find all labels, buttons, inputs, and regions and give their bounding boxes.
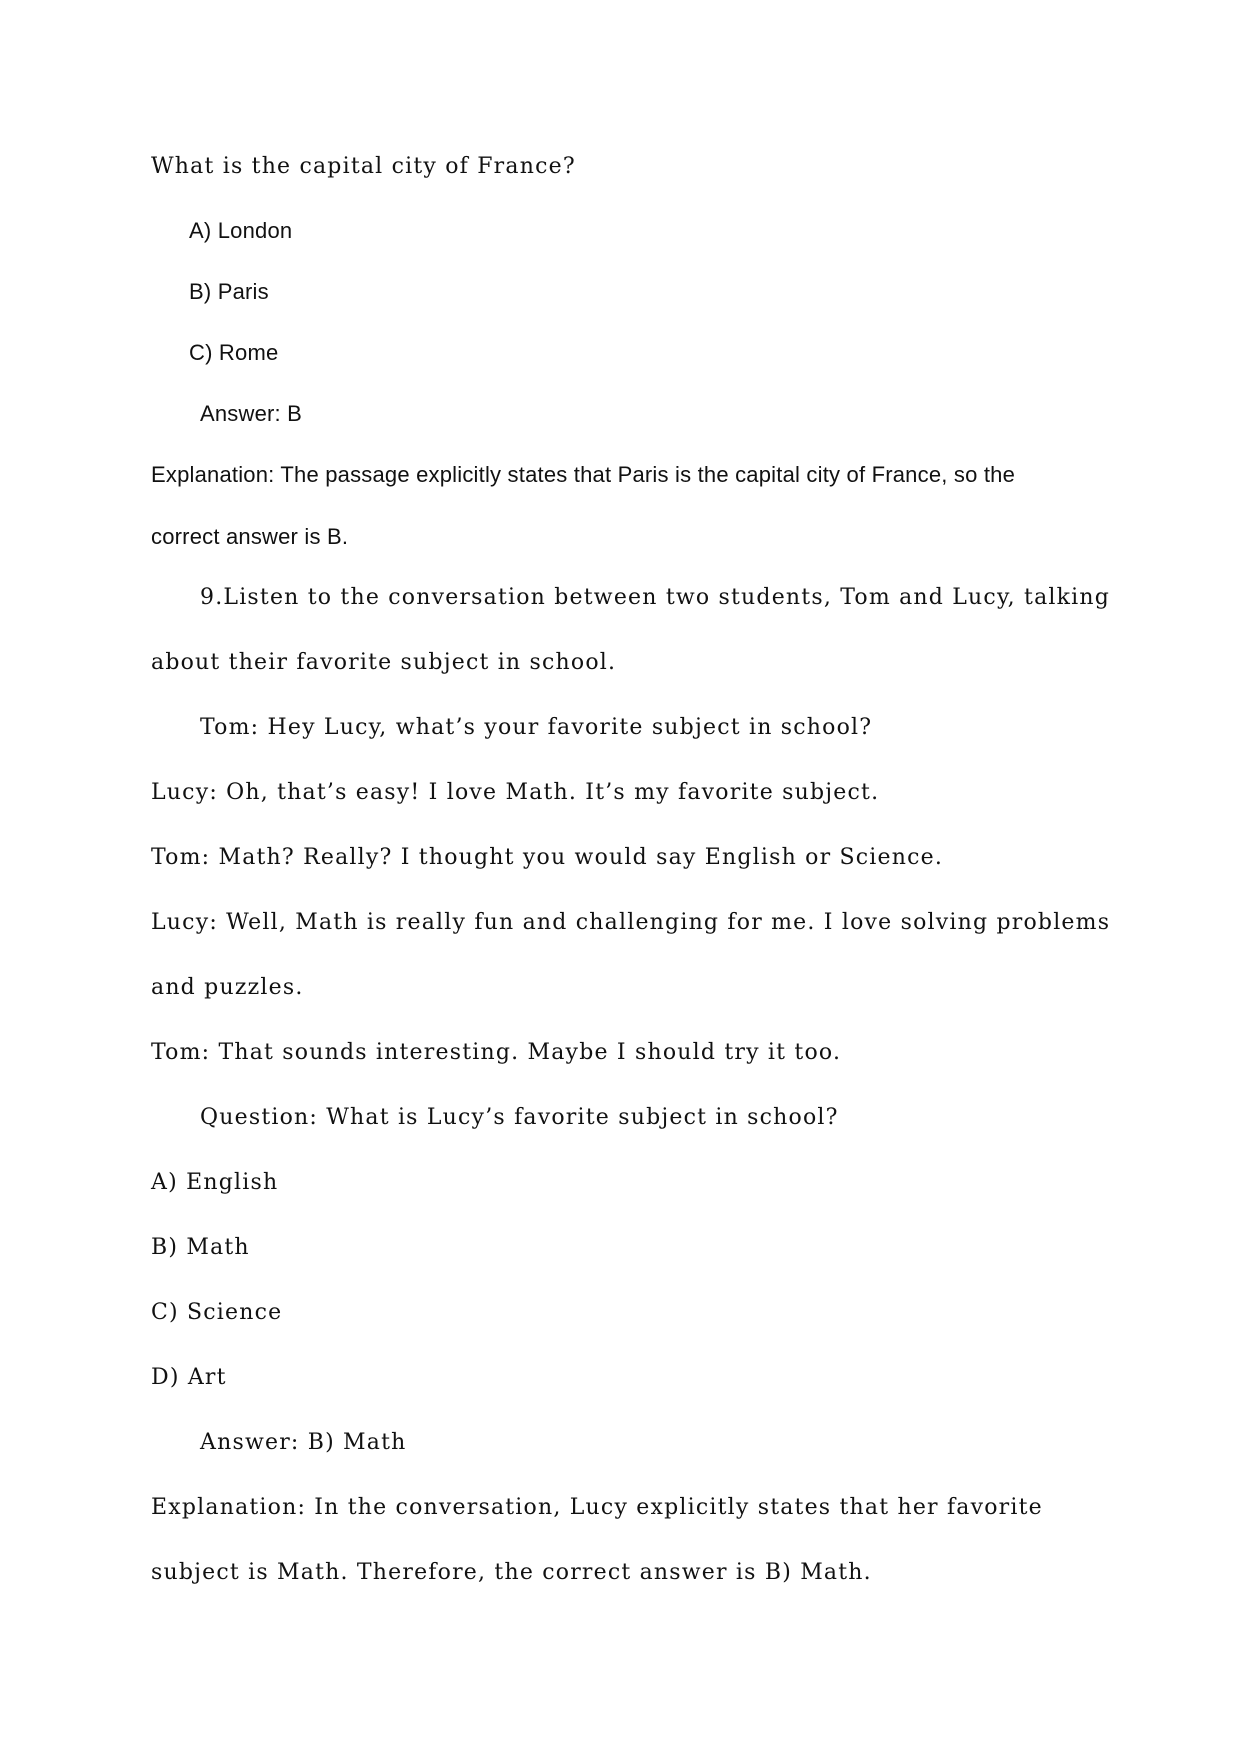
q9-option-c: C) Science (151, 1300, 283, 1325)
q9-answer: Answer: B) Math (200, 1430, 407, 1455)
q9-option-d: D) Art (151, 1365, 227, 1390)
q8-option-a: A) London (189, 218, 293, 243)
q9-explanation-line1: Explanation: In the conversation, Lucy explicitly states that her favorite (151, 1495, 1043, 1520)
dialogue-line: Lucy: Well, Math is really fun and challenging for me. I love solving problems (151, 910, 1111, 935)
q9-intro-line2: about their favorite subject in school. (151, 650, 617, 675)
dialogue-line: Tom: That sounds interesting. Maybe I should try it too. (151, 1040, 842, 1065)
q9-explanation-line2: subject is Math. Therefore, the correct answer is B) Math. (151, 1560, 872, 1585)
q8-option-b: B) Paris (189, 279, 269, 304)
q8-option-c: C) Rome (189, 340, 279, 365)
q8-answer: Answer: B (200, 401, 303, 426)
q9-question: Question: What is Lucy’s favorite subject in school? (200, 1105, 839, 1130)
q8-question: What is the capital city of France? (151, 154, 576, 179)
q9-option-b: B) Math (151, 1235, 250, 1260)
dialogue-line: Tom: Hey Lucy, what’s your favorite subject in school? (200, 715, 873, 740)
q8-explanation-line1: Explanation: The passage explicitly states that Paris is the capital city of France, so the (151, 462, 1016, 487)
dialogue-line: Lucy: Oh, that’s easy! I love Math. It’s my favorite subject. (151, 780, 880, 805)
q9-option-a: A) English (151, 1170, 279, 1195)
q8-explanation-line2: correct answer is B. (151, 524, 349, 549)
dialogue-line: Tom: Math? Really? I thought you would say English or Science. (151, 845, 944, 870)
q9-intro-line1: 9.Listen to the conversation between two students, Tom and Lucy, talking (200, 585, 1111, 610)
dialogue-line: and puzzles. (151, 975, 304, 1000)
